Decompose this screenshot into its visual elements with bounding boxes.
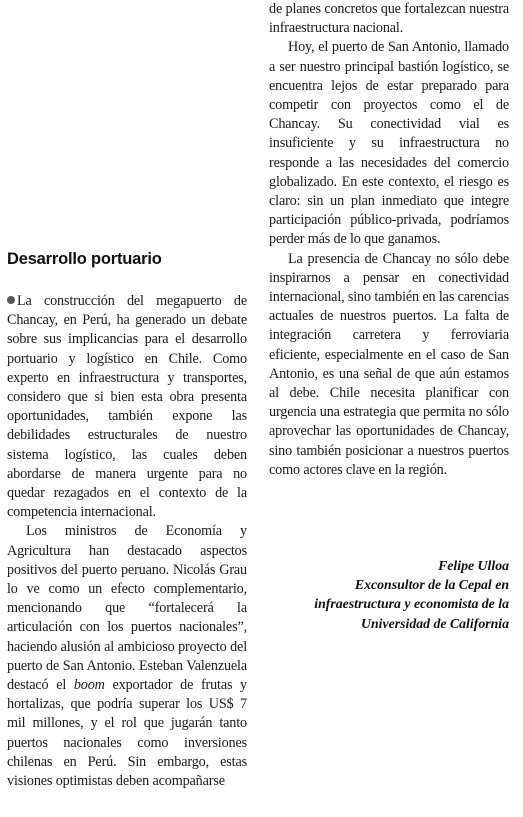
paragraph-left-1 [7,292,247,522]
article-heading: Desarrollo portuario [7,250,162,268]
paragraph-left-2 [7,522,247,791]
paragraph-left-2-text-b: exportador de frutas y hortalizas, que podría superar los US$ 7 mil millones, y el rol que jugarán tanto puertos nacionales como inversiones chilenas en Perú. Sin embargo, estas visiones optimistas deben acompañarse [7,677,247,790]
paragraph-right-1: de planes concretos que fortalezcan nuestra infraestructura nacional. [269,1,509,37]
paragraph-right-2: Hoy, el puerto de San Antonio, llamado a ser nuestro principal bastión logístico, se encuentra lejos de estar preparado para competir con proyectos como el de Chancay. Su conectividad vial es insuficiente y su infraestructura no responde a las necesidades del comercio globalizado. En este contexto, el riesgo es claro: sin un plan inmediato que integre participación público-privada, podríamos perder más de lo que ganamos. [269,39,509,248]
italic-word: boom [73,677,105,694]
bullet-icon [7,296,15,304]
paragraph-right-3: La presencia de Chancay no sólo debe inspirarnos a pensar en conectividad internacional, sino también en las carencias actuales de nuestros puertos. La falta de integración carretera y ferroviaria eficiente, especialmente en el caso de San Antonio, es una señal de que aún estamos al debe. Chile necesita planificar con urgencia una estrategia que permita no sólo aprovechar las oportunidades de Chancay, sino también posicionar a nuestros puertos como actores clave en la región. [269,250,510,478]
author-title-line-2: infraestructura y economista de la [314,596,509,612]
author-signature [269,556,509,633]
author-name: Felipe Ulloa [438,558,509,573]
article-column-left [7,292,247,791]
paragraph-left-1-text: La construcción del megapuerto de Chancay, en Perú, ha generado un debate sobre sus implicancias para el desarrollo portuario y logístico en Chile. Como experto en infraestructura y transportes, considero que si bien esta obra presenta oportunidades, también expone las debilidades estructurales de nuestro sistema logístico, las cuales deben abordarse de manera urgente para no quedar rezagados en el contexto de la competencia internacional. [7,293,247,521]
author-title-line-3: Universidad de California [361,615,509,631]
article-column-right [269,0,509,480]
author-title-line-1: Exconsultor de la Cepal en [354,577,509,593]
paragraph-left-2-text-a: Los ministros de Economía y Agricultura han destacado aspectos positivos del puerto peruano. Nicolás Grau lo ve como un efecto complementario, mencionando que “fortalecerá la articulación con los puertos nacionales”, haciendo alusión al ambicioso proyecto del puerto de San Antonio. Esteban Valenzuela destacó el [7,523,247,694]
